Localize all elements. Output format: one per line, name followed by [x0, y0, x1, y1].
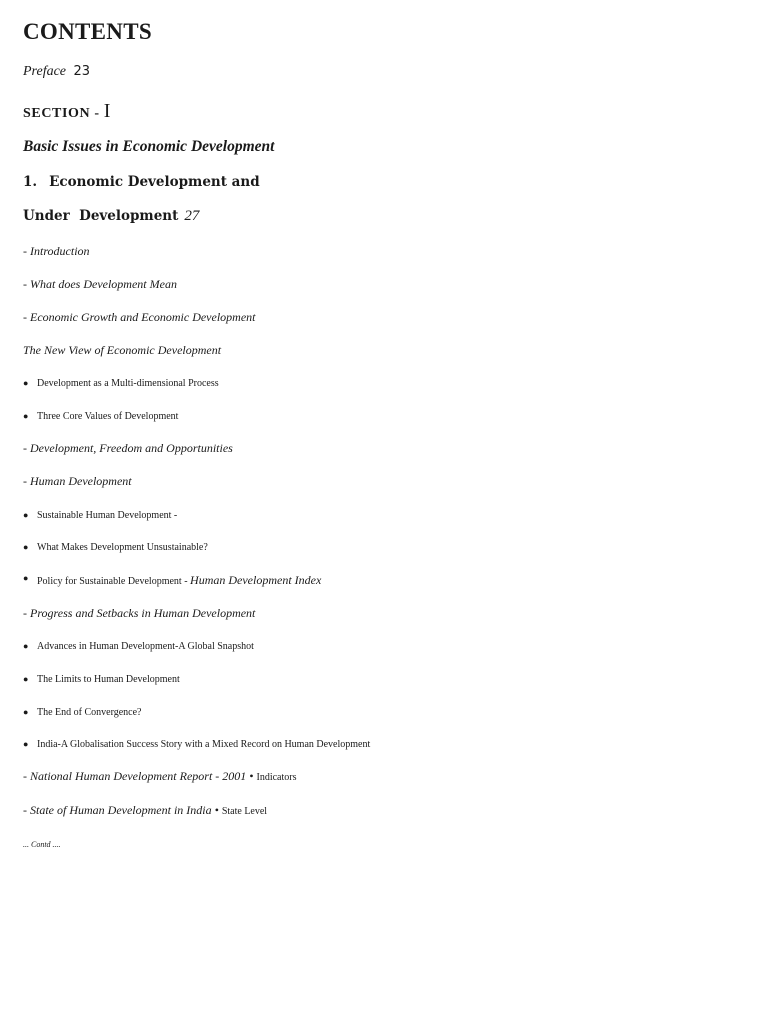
chapter-title-part2: Under Development [23, 208, 179, 224]
continued-note: ... Contd .... [23, 840, 61, 849]
toc-entry [23, 606, 255, 621]
bullet-icon: ● [23, 739, 29, 749]
toc-bullet-item [23, 510, 177, 521]
toc-entry [23, 474, 132, 489]
toc-entry [23, 244, 90, 259]
part-title: Basic Issues in Economic Development [23, 138, 275, 155]
chapter-page-number: 27 [184, 208, 200, 224]
toc-entry-text: Three Core Values of Development [37, 411, 179, 422]
chapter-number: 1. [23, 174, 38, 190]
toc-entry-text: India-A Globalisation Success Story with a Mixed Record on Human Development [37, 739, 371, 750]
toc-entry-text: The New View of Economic Development [23, 343, 222, 357]
toc-entry-text: What Makes Development Unsustainable? [37, 542, 208, 553]
toc-entry-text: - Economic Growth and Economic Development [23, 310, 256, 324]
toc-entry-text: - Progress and Setbacks in Human Development [23, 606, 256, 620]
preface-entry [23, 64, 90, 80]
section-label: SECTION - [23, 106, 100, 121]
bullet-icon: ● [23, 707, 29, 717]
bullet-icon: ● [23, 510, 29, 520]
toc-entry-text: - Human Development [23, 474, 132, 488]
toc-entry-text: The Limits to Human Development [37, 674, 180, 685]
toc-entry [23, 310, 256, 325]
page-title: CONTENTS [23, 19, 152, 44]
toc-bullet-item [23, 378, 219, 389]
bullet-icon: ● [23, 573, 29, 583]
toc-bullet-item [23, 674, 180, 685]
toc-entry-trailing-text: Indicators [256, 772, 297, 783]
toc-bullet-item [23, 542, 208, 553]
toc-entry [23, 769, 297, 784]
toc-entry-trailing-text: Human Development Index [190, 573, 322, 587]
toc-entry-text: Advances in Human Development-A Global Snapshot [37, 641, 254, 652]
toc-entry-text: - Development, Freedom and Opportunities [23, 441, 233, 455]
toc-bullet-item [23, 641, 254, 652]
bullet-icon: ● [23, 674, 29, 684]
toc-entry-text: - State of Human Development in India • [23, 803, 219, 817]
toc-entry-trailing-text: State Level [221, 806, 268, 817]
toc-entry-text: Policy for Sustainable Development - [37, 576, 188, 587]
toc-entry-text: The End of Convergence? [37, 707, 142, 718]
toc-bullet-item [23, 739, 370, 750]
bullet-icon: ● [23, 641, 29, 651]
toc-bullet-item [23, 411, 178, 422]
chapter-title-part1: Economic Development and [49, 174, 260, 190]
toc-entry-text: Sustainable Human Development - [37, 510, 178, 521]
toc-entry [23, 803, 267, 818]
section-numeral: I [103, 100, 111, 122]
toc-entry-text: - What does Development Mean [23, 277, 177, 291]
toc-entry [23, 343, 221, 358]
preface-label: Preface [23, 64, 67, 79]
chapter-heading-line2 [23, 208, 199, 225]
toc-bullet-item [23, 573, 321, 588]
bullet-icon: ● [23, 542, 29, 552]
chapter-heading-line1 [23, 174, 260, 190]
toc-bullet-item [23, 707, 142, 718]
bullet-icon: ● [23, 411, 29, 421]
toc-entry-text: - National Human Development Report - 2001 • [23, 769, 254, 783]
bullet-icon: ● [23, 378, 29, 388]
toc-entry-text: - Introduction [23, 244, 90, 258]
toc-entry-text: Development as a Multi-dimensional Process [37, 378, 219, 389]
toc-entry [23, 277, 177, 292]
toc-entry [23, 441, 233, 456]
preface-page-number: 23 [73, 64, 91, 79]
section-heading [23, 100, 110, 123]
